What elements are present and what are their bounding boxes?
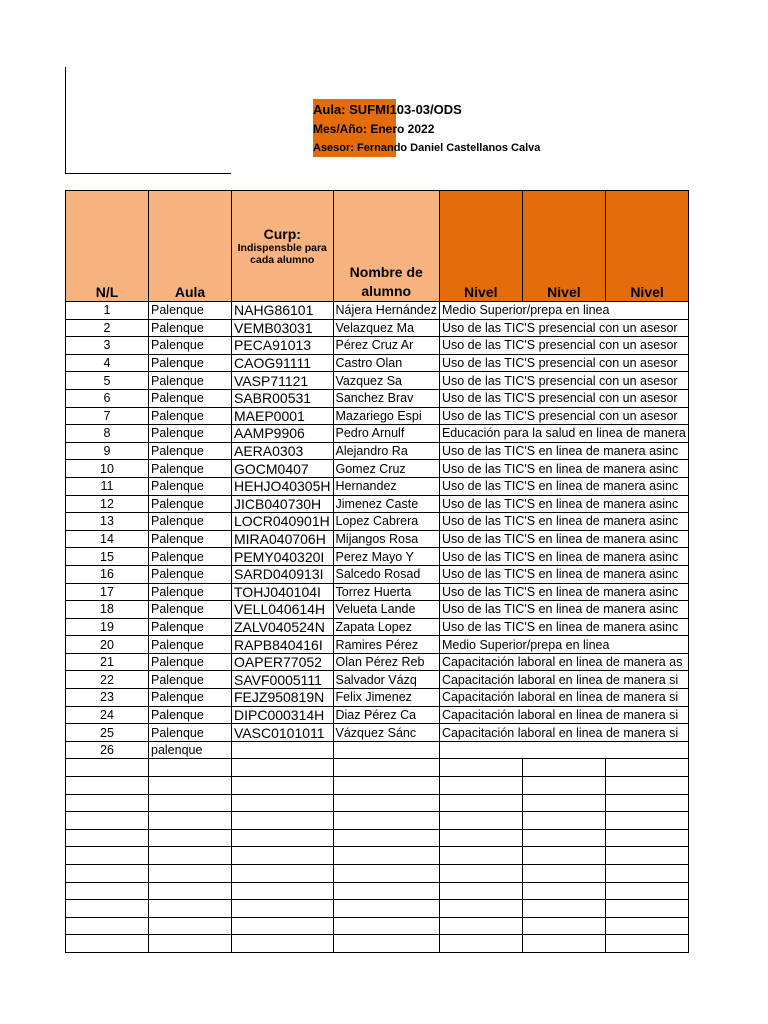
empty-cell[interactable] [439, 900, 522, 918]
empty-cell[interactable] [439, 917, 522, 935]
empty-row [66, 847, 689, 865]
table-row [66, 477, 689, 495]
cell-nl[interactable]: 4 [66, 354, 149, 372]
cell-aula[interactable]: Palenque [149, 706, 232, 724]
cell-nl[interactable]: 13 [66, 513, 149, 531]
empty-cell[interactable] [149, 812, 232, 830]
table-row [66, 425, 689, 443]
table-row [66, 601, 689, 619]
cell-nivel[interactable]: Uso de las TIC'S presencial con un asesor [439, 389, 688, 407]
cell-nl[interactable]: 10 [66, 460, 149, 478]
empty-cell[interactable] [606, 794, 689, 812]
table-row [66, 530, 689, 548]
empty-cell[interactable] [606, 917, 689, 935]
cell-aula[interactable]: Palenque [149, 354, 232, 372]
empty-cell[interactable] [606, 777, 689, 795]
cell-curp[interactable]: JICB040730H [232, 495, 334, 513]
cell-nivel[interactable]: Uso de las TIC'S en linea de manera asinc [439, 477, 688, 495]
empty-cell[interactable] [149, 759, 232, 777]
cell-curp[interactable]: CAOG91111 [232, 354, 334, 372]
empty-cell[interactable] [66, 794, 149, 812]
cell-nl[interactable]: 23 [66, 689, 149, 707]
empty-cell[interactable] [66, 900, 149, 918]
cell-nivel[interactable]: Uso de las TIC'S en linea de manera asinc [439, 442, 688, 460]
cell-nivel[interactable]: Uso de las TIC'S en linea de manera asinc [439, 548, 688, 566]
empty-cell[interactable] [149, 794, 232, 812]
cell-nivel[interactable]: Educación para la salud en linea de manera [439, 425, 688, 443]
empty-cell[interactable] [149, 935, 232, 953]
cell-nivel[interactable]: Uso de las TIC'S presencial con un asesor [439, 319, 688, 337]
cell-nombre[interactable]: Pérez Cruz Ar [333, 337, 439, 355]
header-nl: N/L [66, 191, 149, 302]
empty-cell[interactable] [606, 829, 689, 847]
table-row [66, 741, 689, 759]
cell-nivel[interactable]: Uso de las TIC'S en linea de manera asinc [439, 460, 688, 478]
empty-row [66, 777, 689, 795]
cell-nl[interactable]: 9 [66, 442, 149, 460]
empty-cell[interactable] [522, 917, 606, 935]
table-row [66, 495, 689, 513]
cell-nombre[interactable]: Hernandez [333, 477, 439, 495]
cell-aula[interactable]: Palenque [149, 302, 232, 320]
cell-aula[interactable]: Palenque [149, 389, 232, 407]
cell-curp[interactable]: MIRA040706H [232, 530, 334, 548]
cell-curp[interactable]: SAVF0005111 [232, 671, 334, 689]
empty-cell[interactable] [232, 759, 334, 777]
empty-cell[interactable] [66, 917, 149, 935]
empty-cell[interactable] [606, 812, 689, 830]
sheet-frame-bottom-border [65, 173, 231, 174]
cell-nl[interactable]: 11 [66, 477, 149, 495]
cell-nl[interactable]: 21 [66, 653, 149, 671]
table-row [66, 724, 689, 742]
cell-nombre[interactable]: Vázquez Sánc [333, 724, 439, 742]
cell-nl[interactable]: 5 [66, 372, 149, 390]
cell-nl[interactable]: 1 [66, 302, 149, 320]
header-nombre: Nombre de alumno [333, 191, 439, 302]
empty-cell[interactable] [439, 777, 522, 795]
table-row [66, 618, 689, 636]
table-row [66, 513, 689, 531]
cell-nombre[interactable]: Velazquez Ma [333, 319, 439, 337]
cell-curp[interactable]: OAPER77052 [232, 653, 334, 671]
cell-curp[interactable] [232, 741, 334, 759]
cell-curp[interactable]: MAEP0001 [232, 407, 334, 425]
cell-nombre[interactable]: Pedro Arnulf [333, 425, 439, 443]
empty-cell[interactable] [333, 794, 439, 812]
header-curp-title: Curp: [263, 226, 301, 242]
empty-cell[interactable] [149, 900, 232, 918]
header-curp [232, 191, 334, 302]
cell-aula[interactable]: Palenque [149, 618, 232, 636]
cell-nombre[interactable]: Sanchez Brav [333, 389, 439, 407]
empty-cell[interactable] [439, 812, 522, 830]
table-row [66, 302, 689, 320]
cell-curp[interactable]: FEJZ950819N [232, 689, 334, 707]
cell-nl[interactable]: 3 [66, 337, 149, 355]
cell-nl[interactable]: 26 [66, 741, 149, 759]
cell-nivel[interactable]: Capacitación laboral en linea de manera as [439, 653, 688, 671]
empty-cell[interactable] [232, 917, 334, 935]
empty-cell[interactable] [439, 865, 522, 883]
table-row [66, 706, 689, 724]
cell-nombre[interactable]: Gomez Cruz [333, 460, 439, 478]
cell-nivel[interactable]: Uso de las TIC'S presencial con un asesor [439, 337, 688, 355]
cell-aula[interactable]: Palenque [149, 653, 232, 671]
aula-info [313, 101, 462, 119]
cell-curp[interactable]: HEHJO40305H [232, 477, 334, 495]
table-row [66, 407, 689, 425]
table-row [66, 389, 689, 407]
empty-cell[interactable] [606, 847, 689, 865]
cell-nombre[interactable]: Perez Mayo Y [333, 548, 439, 566]
cell-nombre[interactable]: Mazariego Espi [333, 407, 439, 425]
empty-cell[interactable] [66, 865, 149, 883]
cell-aula[interactable]: Palenque [149, 565, 232, 583]
cell-curp[interactable]: PEMY040320I [232, 548, 334, 566]
cell-curp[interactable]: AERA0303 [232, 442, 334, 460]
empty-cell[interactable] [232, 865, 334, 883]
cell-aula[interactable]: Palenque [149, 407, 232, 425]
cell-nivel[interactable]: Capacitación laboral en linea de manera si [439, 706, 688, 724]
empty-cell[interactable] [66, 812, 149, 830]
empty-cell[interactable] [66, 777, 149, 795]
cell-curp[interactable]: RAPB840416I [232, 636, 334, 654]
empty-cell[interactable] [66, 935, 149, 953]
empty-cell[interactable] [333, 935, 439, 953]
empty-cell[interactable] [149, 865, 232, 883]
empty-row [66, 900, 689, 918]
cell-nombre[interactable]: Salcedo Rosad [333, 565, 439, 583]
empty-row [66, 794, 689, 812]
cell-curp[interactable]: VASP71121 [232, 372, 334, 390]
asesor-info: Asesor: Fernando Daniel Castellanos Calva [313, 142, 541, 154]
cell-curp[interactable]: SARD040913I [232, 565, 334, 583]
table-row [66, 583, 689, 601]
cell-aula[interactable]: Palenque [149, 583, 232, 601]
cell-aula[interactable]: Palenque [149, 513, 232, 531]
cell-curp[interactable]: VELL040614H [232, 601, 334, 619]
empty-cell[interactable] [232, 847, 334, 865]
cell-nombre[interactable]: Lopez Cabrera [333, 513, 439, 531]
cell-aula[interactable]: Palenque [149, 495, 232, 513]
empty-cell[interactable] [232, 935, 334, 953]
empty-row [66, 812, 689, 830]
cell-nl[interactable]: 24 [66, 706, 149, 724]
cell-nivel[interactable]: Uso de las TIC'S presencial con un asesor [439, 354, 688, 372]
table-row [66, 372, 689, 390]
cell-nivel[interactable]: Capacitación laboral en linea de manera si [439, 671, 688, 689]
cell-nombre[interactable]: Zapata Lopez [333, 618, 439, 636]
cell-nombre[interactable]: Torrez Huerta [333, 583, 439, 601]
cell-nombre[interactable]: Castro Olan [333, 354, 439, 372]
cell-aula[interactable]: Palenque [149, 319, 232, 337]
empty-row [66, 829, 689, 847]
header-nivel-2: Nivel [522, 191, 606, 302]
table-row [66, 671, 689, 689]
empty-cell[interactable] [149, 777, 232, 795]
empty-cell[interactable] [149, 882, 232, 900]
cell-nl[interactable]: 22 [66, 671, 149, 689]
empty-cell[interactable] [522, 847, 606, 865]
cell-nivel[interactable]: Uso de las TIC'S presencial con un asesor [439, 407, 688, 425]
empty-row [66, 759, 689, 777]
empty-row [66, 935, 689, 953]
cell-nombre[interactable]: Alejandro Ra [333, 442, 439, 460]
cell-aula[interactable]: Palenque [149, 337, 232, 355]
cell-nl[interactable]: 18 [66, 601, 149, 619]
empty-cell[interactable] [232, 777, 334, 795]
aula-label: Aula: SUFMI [313, 102, 390, 117]
table-row [66, 565, 689, 583]
empty-cell[interactable] [149, 829, 232, 847]
cell-nivel[interactable]: Uso de las TIC'S en linea de manera asinc [439, 565, 688, 583]
empty-cell[interactable] [606, 935, 689, 953]
empty-cell[interactable] [232, 900, 334, 918]
empty-cell[interactable] [606, 900, 689, 918]
empty-cell[interactable] [522, 777, 606, 795]
cell-nivel[interactable]: Uso de las TIC'S presencial con un asesor [439, 372, 688, 390]
table-row [66, 653, 689, 671]
empty-cell[interactable] [522, 865, 606, 883]
cell-aula[interactable]: Palenque [149, 530, 232, 548]
cell-curp[interactable]: GOCM0407 [232, 460, 334, 478]
cell-nombre[interactable]: Salvador Vázq [333, 671, 439, 689]
cell-nombre[interactable] [333, 741, 439, 759]
table-row [66, 354, 689, 372]
cell-aula[interactable]: palenque [149, 741, 232, 759]
cell-nombre[interactable]: Mijangos Rosa [333, 530, 439, 548]
table-row [66, 319, 689, 337]
cell-aula[interactable]: Palenque [149, 442, 232, 460]
empty-cell[interactable] [232, 812, 334, 830]
cell-nl[interactable]: 12 [66, 495, 149, 513]
cell-aula[interactable]: Palenque [149, 636, 232, 654]
header-nivel-1: Nivel [439, 191, 522, 302]
empty-cell[interactable] [333, 759, 439, 777]
empty-cell[interactable] [66, 847, 149, 865]
table-row [66, 337, 689, 355]
empty-cell[interactable] [333, 812, 439, 830]
table-row [66, 460, 689, 478]
table-row [66, 548, 689, 566]
cell-nombre[interactable]: Nájera Hernández [333, 302, 439, 320]
cell-aula[interactable]: Palenque [149, 372, 232, 390]
empty-cell[interactable] [149, 917, 232, 935]
empty-cell[interactable] [149, 847, 232, 865]
cell-nl[interactable]: 7 [66, 407, 149, 425]
cell-nivel[interactable]: Medio Superior/prepa en linea [439, 302, 688, 320]
empty-cell[interactable] [333, 865, 439, 883]
cell-aula[interactable]: Palenque [149, 548, 232, 566]
empty-cell[interactable] [522, 900, 606, 918]
empty-cell[interactable] [439, 847, 522, 865]
cell-nivel[interactable]: Capacitación laboral en linea de manera si [439, 689, 688, 707]
cell-curp[interactable]: NAHG86101 [232, 302, 334, 320]
cell-curp[interactable]: TOHJ040104I [232, 583, 334, 601]
cell-aula[interactable]: Palenque [149, 601, 232, 619]
cell-nombre[interactable]: Ramires Pérez [333, 636, 439, 654]
table-row [66, 689, 689, 707]
empty-cell[interactable] [333, 882, 439, 900]
empty-cell[interactable] [232, 882, 334, 900]
empty-cell[interactable] [522, 794, 606, 812]
cell-nombre[interactable]: Olan Pérez Reb [333, 653, 439, 671]
empty-cell[interactable] [333, 900, 439, 918]
empty-cell[interactable] [439, 829, 522, 847]
empty-cell[interactable] [439, 759, 522, 777]
cell-nl[interactable]: 17 [66, 583, 149, 601]
aula-code: 103-03/ODS [389, 102, 462, 117]
cell-curp[interactable]: VASC0101011 [232, 724, 334, 742]
empty-cell[interactable] [606, 759, 689, 777]
cell-nl[interactable]: 15 [66, 548, 149, 566]
empty-cell[interactable] [522, 812, 606, 830]
cell-curp[interactable]: LOCR040901H [232, 513, 334, 531]
cell-curp[interactable]: VEMB03031 [232, 319, 334, 337]
empty-row [66, 865, 689, 883]
empty-cell[interactable] [522, 829, 606, 847]
table-row [66, 442, 689, 460]
table-header-row [66, 191, 689, 302]
empty-cell[interactable] [66, 829, 149, 847]
cell-nivel[interactable]: Capacitación laboral en linea de manera si [439, 724, 688, 742]
empty-row [66, 882, 689, 900]
empty-cell[interactable] [522, 882, 606, 900]
empty-row [66, 917, 689, 935]
header-nivel-3: Nivel [606, 191, 689, 302]
cell-aula[interactable]: Palenque [149, 460, 232, 478]
cell-nombre[interactable]: Velueta Lande [333, 601, 439, 619]
header-aula: Aula [149, 191, 232, 302]
cell-curp[interactable]: PECA91013 [232, 337, 334, 355]
cell-aula[interactable]: Palenque [149, 689, 232, 707]
empty-cell[interactable] [66, 882, 149, 900]
empty-cell[interactable] [522, 759, 606, 777]
cell-nivel[interactable]: Uso de las TIC'S en linea de manera asinc [439, 530, 688, 548]
cell-aula[interactable]: Palenque [149, 425, 232, 443]
cell-nl[interactable]: 6 [66, 389, 149, 407]
cell-nivel[interactable]: Uso de las TIC'S en linea de manera asinc [439, 618, 688, 636]
sheet-frame-left-border [65, 67, 66, 173]
cell-nombre[interactable]: Jimenez Caste [333, 495, 439, 513]
cell-nl[interactable]: 20 [66, 636, 149, 654]
cell-nivel[interactable]: Uso de las TIC'S en linea de manera asinc [439, 601, 688, 619]
cell-nivel[interactable]: Uso de las TIC'S en linea de manera asinc [439, 583, 688, 601]
cell-nl[interactable]: 2 [66, 319, 149, 337]
empty-cell[interactable] [522, 935, 606, 953]
cell-curp[interactable]: SABR00531 [232, 389, 334, 407]
header-curp-note: Indispensble para cada alumno [237, 242, 327, 266]
cell-curp[interactable]: ZALV040524N [232, 618, 334, 636]
cell-nl[interactable]: 19 [66, 618, 149, 636]
cell-nombre[interactable]: Felix Jimenez [333, 689, 439, 707]
table-row [66, 636, 689, 654]
empty-cell[interactable] [333, 847, 439, 865]
mes-anio-info: Mes/Año: Enero 2022 [313, 122, 435, 136]
empty-cell[interactable] [439, 882, 522, 900]
empty-cell[interactable] [439, 935, 522, 953]
cell-nombre[interactable]: Vazquez Sa [333, 372, 439, 390]
cell-curp[interactable]: DIPC000314H [232, 706, 334, 724]
cell-nivel[interactable]: Uso de las TIC'S en linea de manera asinc [439, 513, 688, 531]
students-table [65, 190, 689, 953]
empty-cell[interactable] [333, 829, 439, 847]
cell-nl[interactable]: 14 [66, 530, 149, 548]
cell-curp[interactable]: AAMP9906 [232, 425, 334, 443]
empty-cell[interactable] [606, 865, 689, 883]
cell-nombre[interactable]: Diaz Pérez Ca [333, 706, 439, 724]
empty-cell[interactable] [232, 794, 334, 812]
cell-nivel[interactable]: Medio Superior/prepa en linea [439, 636, 688, 654]
cell-nl[interactable]: 25 [66, 724, 149, 742]
empty-cell[interactable] [333, 777, 439, 795]
cell-nivel[interactable]: Uso de las TIC'S en linea de manera asinc [439, 495, 688, 513]
empty-cell[interactable] [232, 829, 334, 847]
cell-aula[interactable]: Palenque [149, 477, 232, 495]
cell-nl[interactable]: 16 [66, 565, 149, 583]
cell-aula[interactable]: Palenque [149, 671, 232, 689]
empty-cell[interactable] [66, 759, 149, 777]
empty-cell[interactable] [606, 882, 689, 900]
empty-cell[interactable] [439, 794, 522, 812]
cell-aula[interactable]: Palenque [149, 724, 232, 742]
empty-cell[interactable] [333, 917, 439, 935]
cell-nivel[interactable] [439, 741, 688, 759]
cell-nl[interactable]: 8 [66, 425, 149, 443]
